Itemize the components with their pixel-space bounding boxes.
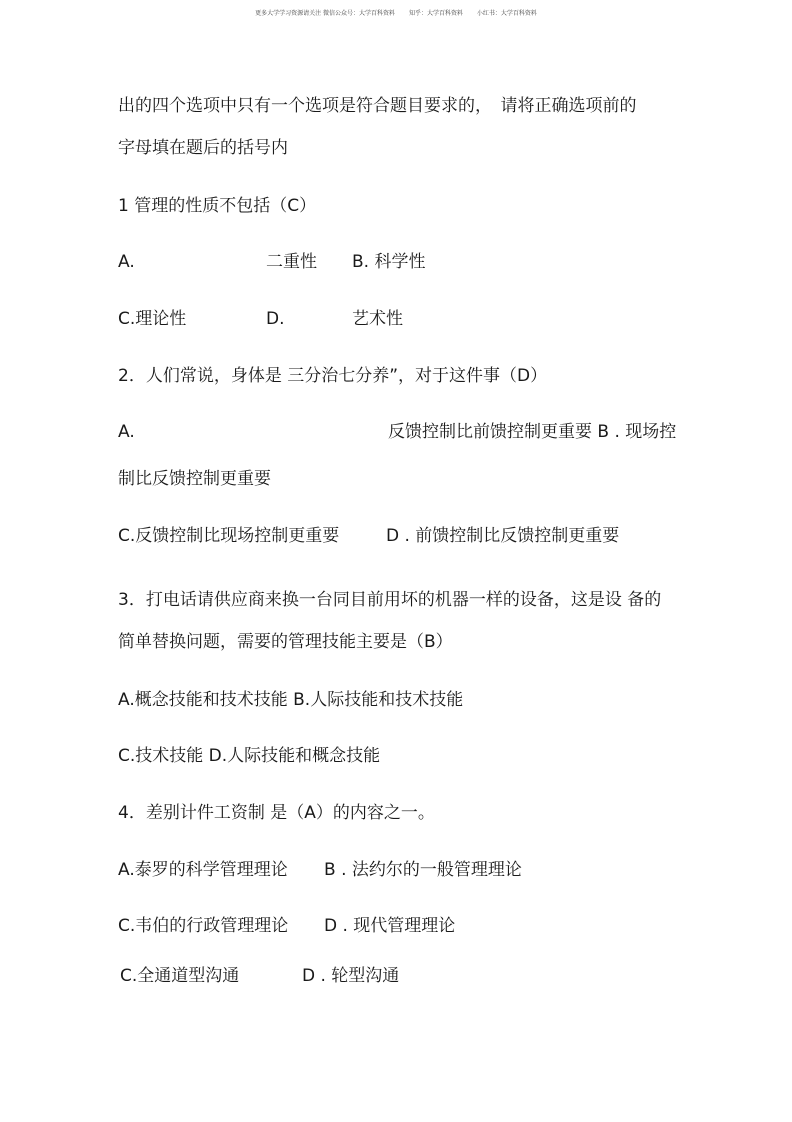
extra-option-c: C.全通道型沟通	[120, 966, 240, 986]
q4-option-d: D . 现代管理理论	[324, 916, 456, 936]
q1-stem: 1 管理的性质不包括（C）	[118, 196, 317, 216]
q4-stem: 4．差别计件工资制 是（A）的内容之一。	[118, 803, 435, 823]
q3-options-ab: A.概念技能和技术技能 B.人际技能和技术技能	[118, 690, 464, 710]
extra-option-d: D . 轮型沟通	[302, 966, 400, 986]
q3-options-cd: C.技术技能 D.人际技能和概念技能	[118, 746, 381, 766]
q4-option-b: B . 法约尔的一般管理理论	[324, 860, 522, 880]
q1-option-d-text: 艺术性	[352, 309, 403, 329]
intro-line-2: 字母填在题后的括号内	[118, 138, 288, 158]
q2-option-b-cont: 制比反馈控制更重要	[118, 469, 271, 489]
q2-option-a-label: A.	[118, 422, 135, 442]
q1-option-a-label: A.	[118, 252, 135, 272]
q2-option-c: C.反馈控制比现场控制更重要	[118, 526, 340, 546]
q2-stem: 2．人们常说，身体是 三分治七分养”，对于这件事（D）	[118, 366, 548, 386]
q1-option-a-text: 二重性	[266, 252, 317, 272]
q2-option-d: D . 前馈控制比反馈控制更重要	[386, 526, 620, 546]
header-text-wechat: 更多大学学习资源请关注 微信公众号：大学百科资料	[255, 10, 396, 17]
q1-option-c: C.理论性	[118, 309, 187, 329]
intro-line-1: 出的四个选项中只有一个选项是符合题目要求的， 请将正确选项前的	[118, 96, 637, 116]
header-text-zhihu: 知乎：大学百科资料	[408, 10, 463, 17]
page-header	[0, 8, 792, 17]
q3-stem-line-2: 简单替换问题，需要的管理技能主要是（B）	[118, 632, 453, 652]
q1-option-d-label: D.	[266, 309, 285, 329]
q3-stem-line-1: 3．打电话请供应商来换一台同目前用坏的机器一样的设备，这是设 备的	[118, 590, 662, 610]
q2-option-a-text: 反馈控制比前馈控制更重要 B . 现场控	[388, 422, 677, 442]
header-text-xiaohongshu: 小红书：大学百科资料	[476, 10, 537, 17]
q1-option-b: B. 科学性	[352, 252, 426, 272]
q4-option-a: A.泰罗的科学管理理论	[118, 860, 288, 880]
q4-option-c: C.韦伯的行政管理理论	[118, 916, 289, 936]
